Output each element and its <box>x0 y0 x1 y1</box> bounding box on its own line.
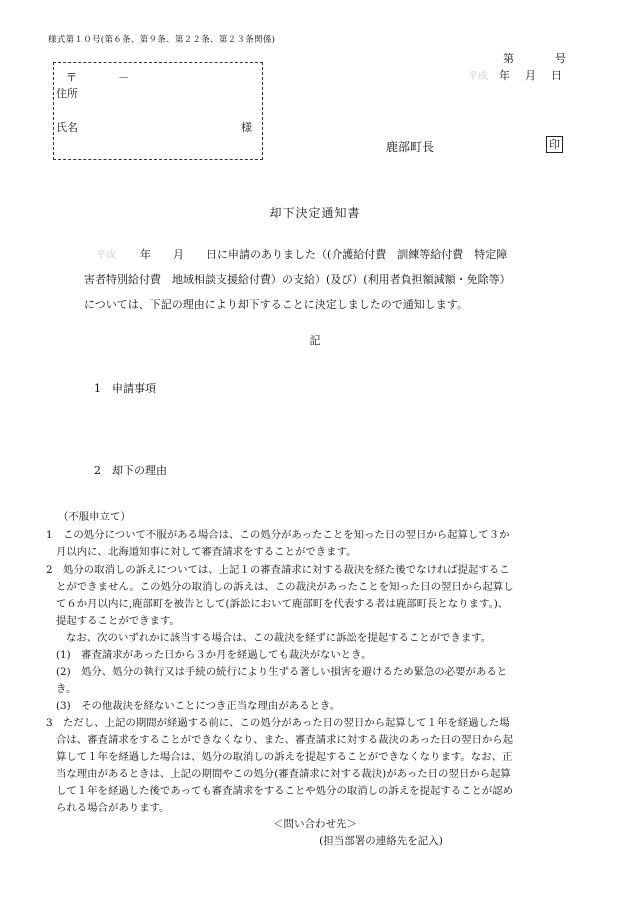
postal-dash: － <box>118 71 129 84</box>
note-line: して１年を経過した後であっても審査請求をすることや処分の取消しの訴えを提起することが認め <box>56 785 514 797</box>
form-number: 様式第１０号(第６条、第９条、第２２条、第２３条関係) <box>48 35 276 45</box>
note-line: 当な理由があるときは、上記の期間やこの処分(審査請求に対する裁決)があった日の翌日から起算 <box>56 768 511 780</box>
note-line: 1 この処分について不服がある場合は、この処分があったことを知った日の翌日から起算して３か <box>46 529 510 541</box>
document-number <box>503 50 566 66</box>
note-line: 合は、審査請求をすることができなくなり、また、審査請求に対する裁決のあった日の翌日から起 <box>56 734 514 746</box>
postal-mark: 〒 <box>66 71 77 84</box>
note-line: とができません。この処分の取消しの訴えは、この裁決があったことを知った日の翌日から起算し <box>56 581 514 593</box>
body-line-2: 害者特別給付費 地域相談支援給付費）の支給）(及び）(利用者負担額減額・免除等） <box>84 273 511 286</box>
objection-heading: （不服申立て） <box>58 511 131 523</box>
era-placeholder: 平成 <box>468 71 488 82</box>
seal-box: 印 <box>546 136 563 153</box>
body-line-3: については、下記の理由により却下することに決定しましたので通知します。 <box>84 298 468 311</box>
note-line: て６か月以内に,鹿部町を被告として(訴訟において鹿部町を代表する者は鹿部町長となります。)、 <box>56 598 509 610</box>
honorific: 様 <box>241 121 252 134</box>
body-era-placeholder: 平成 <box>96 250 116 261</box>
note-line: き。 <box>56 683 77 695</box>
body-line-1-text: 年 月 日に申請のありました（(介護給付費 訓練等給付費 特定障 <box>140 248 508 261</box>
document-title: 却下決定通知書 <box>269 206 361 220</box>
note-line: られる場合があります。 <box>56 802 170 814</box>
item-application: 1 申請事項 <box>94 382 156 395</box>
name-label: 氏名 <box>56 121 78 134</box>
recipient-address-box <box>53 62 263 160</box>
date-month-label: 月 <box>525 69 536 82</box>
note-line: 算して１年を経過した場合は、処分の取消しの訴えを提起することができなくなります。なお、正 <box>56 751 513 763</box>
contact-note: (担当部署の連絡先を記入) <box>319 835 443 847</box>
note-line: (3) その他裁決を経ないことにつき正当な理由があるとき。 <box>56 700 341 712</box>
note-line: なお、次のいずれかに該当する場合は、この裁決を経ずに訴訟を提起することができます。 <box>66 632 492 644</box>
date-year-label: 年 <box>499 69 510 82</box>
item-reason: 2 却下の理由 <box>94 464 167 477</box>
ki-heading: 記 <box>309 334 321 347</box>
number-label-suffix: 号 <box>555 52 566 65</box>
note-line: (2) 処分、処分の執行又は手続の続行により生ずる著しい損害を避けるため緊急の必要があると <box>56 666 508 678</box>
issue-date <box>468 67 562 83</box>
contact-heading: ＜問い合わせ先＞ <box>273 818 357 830</box>
address-label: 住所 <box>56 87 78 100</box>
body-line-1 <box>96 246 507 262</box>
number-label-prefix: 第 <box>503 52 514 65</box>
note-line: 提起することができます。 <box>56 615 180 627</box>
note-line: 2 処分の取消しの訴えについては、上記１の審査請求に対する裁決を経た後でなければ提起するこ <box>46 564 510 576</box>
note-line: 3 ただし、上記の期間が経過する前に、この処分があった日の翌日から起算して１年を経過した場 <box>46 717 510 729</box>
note-line: 月以内に、北海道知事に対して審査請求をすることができます。 <box>56 546 357 558</box>
date-day-label: 日 <box>551 69 562 82</box>
note-line: (1) 審査請求があった日から３か月を経過しても裁決がないとき。 <box>56 649 372 661</box>
issuer-mayor: 鹿部町長 <box>386 140 435 154</box>
